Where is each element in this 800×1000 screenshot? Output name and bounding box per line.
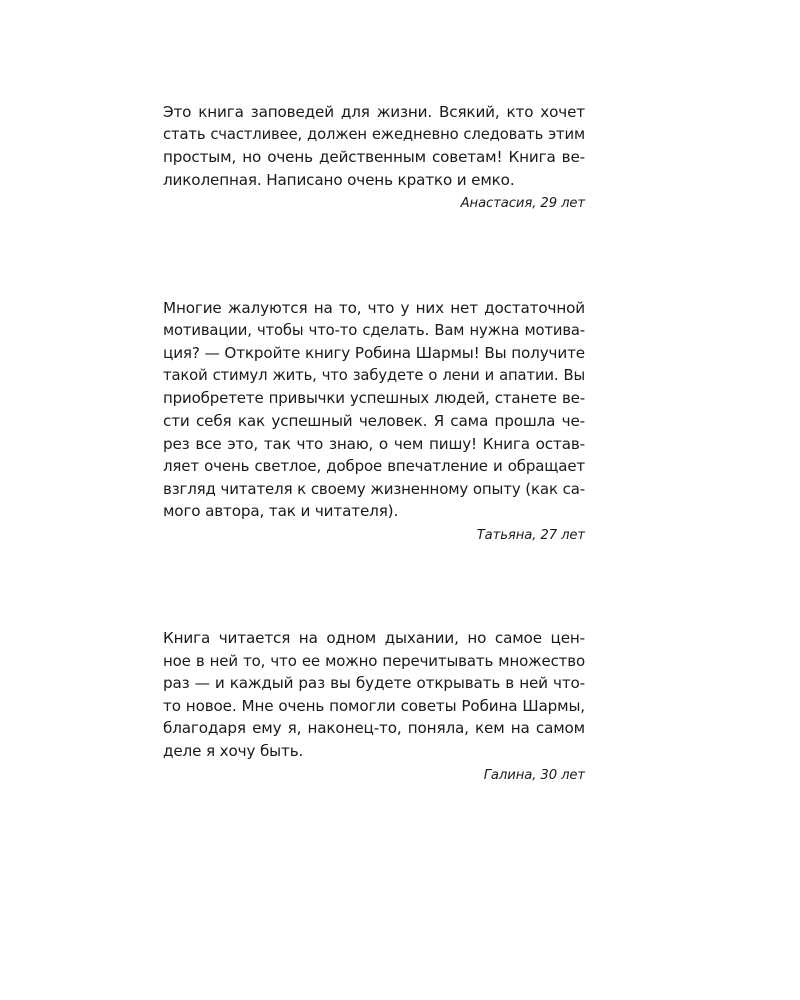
review-line: взгляд читателя к своему жизненному опыту (как са- bbox=[163, 479, 585, 498]
review-line: рез все это, так что знаю, о чем пишу! Книга остав- bbox=[163, 434, 585, 453]
review-line: Книга читается на одном дыхании, но самое цен- bbox=[163, 629, 585, 647]
review-line: Многие жалуются на то, что у них нет достаточной bbox=[163, 299, 585, 317]
review-author: Татьяна, 27 лет bbox=[476, 527, 585, 543]
review bbox=[163, 297, 585, 545]
review-line: стать счастливее, должен ежедневно следовать этим bbox=[163, 125, 585, 143]
review-line: приобретете привычки успешных людей, станете ве- bbox=[163, 389, 585, 408]
review-line: благодаря ему я, наконец-то, поняла, кем на самом bbox=[163, 719, 585, 738]
review-text bbox=[163, 627, 585, 763]
review-text bbox=[163, 297, 585, 523]
review-line: простым, но очень действенным советам! Книга ве- bbox=[163, 148, 585, 167]
review-line: такой стимул жить, что забудете о лени и апатии. Вы bbox=[163, 366, 585, 384]
review-line: ция? — Откройте книгу Робина Шармы! Вы получите bbox=[163, 344, 585, 363]
review-line: Это книга заповедей для жизни. Всякий, кто хочет bbox=[163, 103, 585, 121]
review-line: раз — и каждый раз вы будете открывать в ней что- bbox=[163, 674, 585, 693]
review-line: ное в ней то, что ее можно перечитывать множество bbox=[163, 651, 585, 670]
review-line: ляет очень светлое, доброе впечатление и обращает bbox=[163, 457, 585, 476]
review-line: мотивации, чтобы что-то сделать. Вам нужна мотива- bbox=[163, 321, 585, 339]
review bbox=[163, 627, 585, 785]
review-text bbox=[163, 101, 585, 191]
review-author: Галина, 30 лет bbox=[483, 767, 585, 783]
review-line: деле я хочу быть. bbox=[163, 741, 304, 760]
review-line: сти себя как успешный человек. Я сама прошла че- bbox=[163, 411, 585, 430]
review bbox=[163, 101, 585, 213]
review-line: мого автора, так и читателя). bbox=[163, 502, 399, 521]
review-line: то новое. Мне очень помогли советы Робина Шармы, bbox=[163, 696, 585, 715]
review-line: ликолепная. Написано очень кратко и емко. bbox=[163, 170, 515, 189]
review-author: Анастасия, 29 лет bbox=[460, 196, 585, 212]
